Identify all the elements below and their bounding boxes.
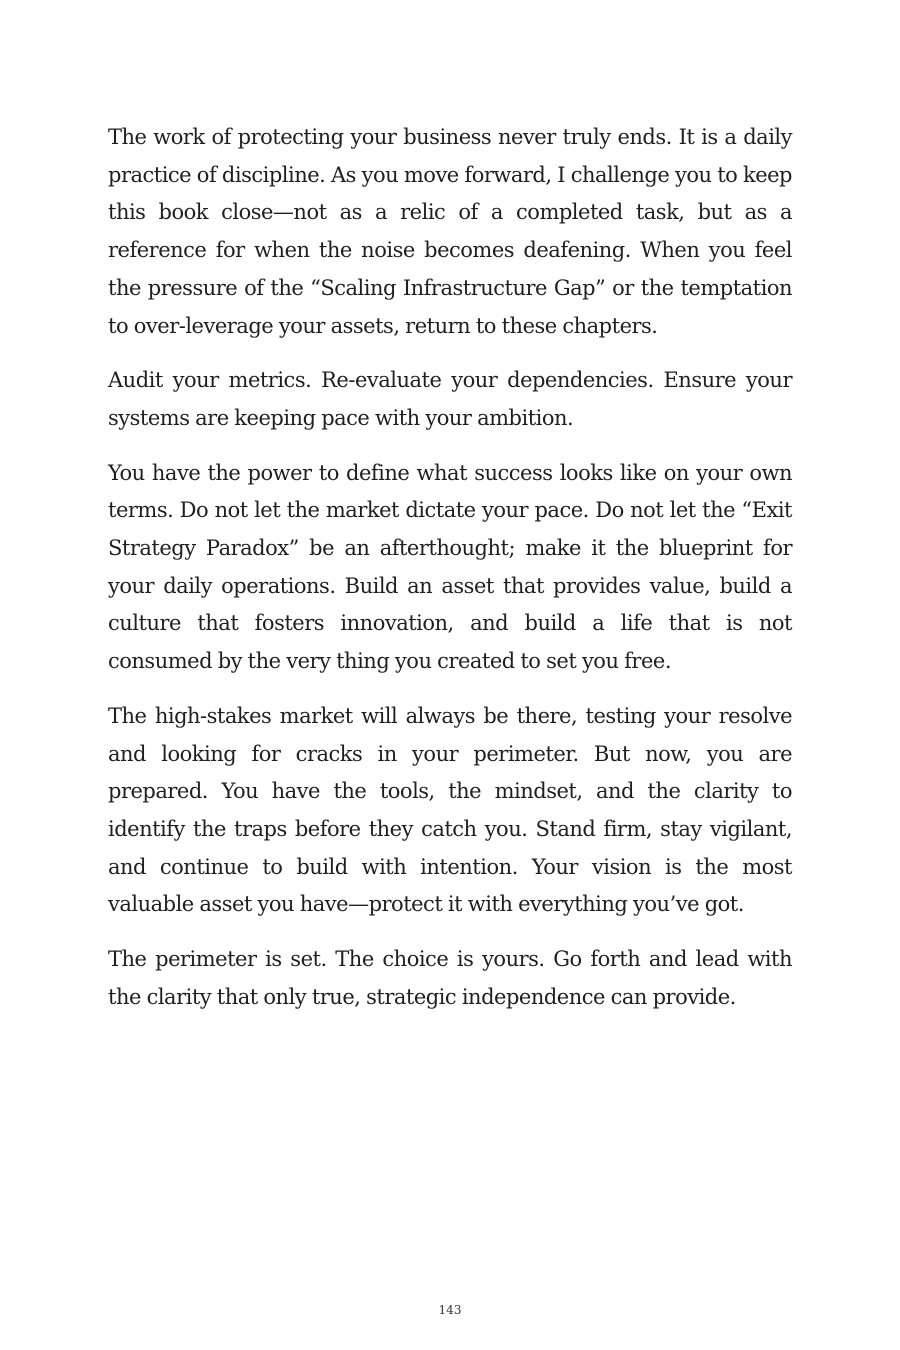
paragraph-4: The high-stakes market will always be there, testing your resolve and looking for cracks in your perimeter. But now, you are prepared. You have the tools, the mindset, and the clarity to identify the traps before they catch you. Stand firm, stay vigilant, and continue to build with intention. Your vision is the most valuable asset you have—protect it with everything you’ve got. xyxy=(108,703,792,917)
page-number: 143 xyxy=(438,1303,462,1317)
paragraph-3: You have the power to define what success looks like on your own terms. Do not let the market dictate your pace. Do not let the “Exit Strategy Paradox” be an afterthought; make it the blueprint for your daily operations. Build an asset that provides value, build a culture that fosters innovation, and build a life that is not consumed by the very thing you created to set you free. xyxy=(108,460,792,674)
body-text xyxy=(108,119,792,1033)
paragraph-1: The work of protecting your business never truly ends. It is a daily practice of discipline. As you move forward, I challenge you to keep this book close—not as a relic of a completed task, but as a reference for when the noise becomes deafening. When you feel the pressure of the “Scaling Infrastructure Gap” or the temptation to over-leverage your assets, return to these chapters. xyxy=(108,125,792,338)
paragraph-5: The perimeter is set. The choice is yours. Go forth and lead with the clarity that only true, strategic independence can provide. xyxy=(108,947,792,1009)
paragraph-2: Audit your metrics. Re-evaluate your dependencies. Ensure your systems are keeping pace with your ambition. xyxy=(108,368,792,430)
